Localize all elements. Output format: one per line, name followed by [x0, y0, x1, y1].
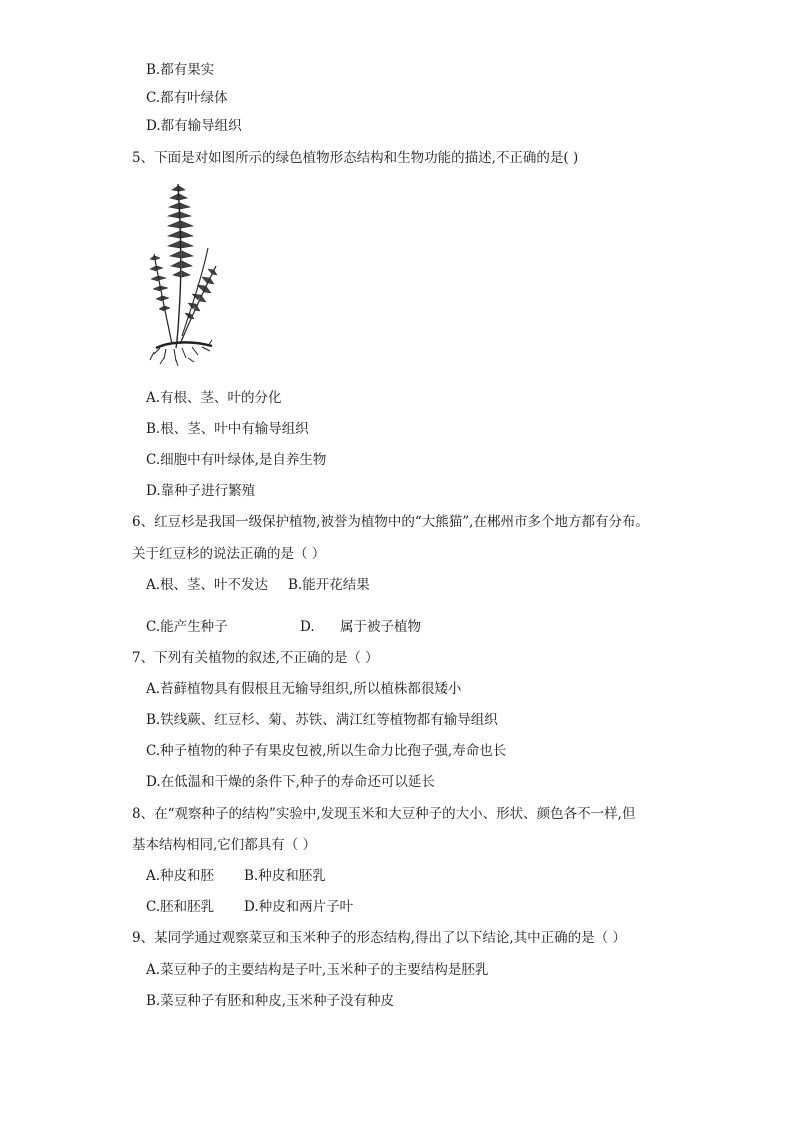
q4-option-c: C.都有叶绿体: [146, 90, 228, 106]
q4-option-d: D.都有输导组织: [146, 118, 242, 134]
q6-option-d-text: 属于被子植物: [340, 619, 421, 635]
q8-stem-line1: 8、在“观察种子的结构”实验中,发现玉米和大豆种子的大小、形状、颜色各不一样,但: [132, 806, 636, 822]
q9-stem: 9、某同学通过观察菜豆和玉米种子的形态结构,得出了以下结论,其中正确的是（ ）: [132, 930, 626, 946]
fern-plant-illustration: [146, 176, 218, 376]
q7-option-a: A.苔藓植物具有假根且无输导组织,所以植株都很矮小: [146, 681, 462, 697]
q8-option-a: A.种皮和胚: [146, 868, 215, 884]
q4-option-b: B.都有果实: [146, 62, 215, 78]
q7-stem: 7、下列有关植物的叙述,不正确的是（ ）: [132, 650, 379, 666]
q5-option-a: A.有根、茎、叶的分化: [146, 390, 282, 406]
q7-option-c: C.种子植物的种子有果皮包被,所以生命力比孢子强,寿命也长: [146, 743, 507, 759]
q6-option-b: B.能开花结果: [288, 577, 370, 593]
q5-option-b: B.根、茎、叶中有输导组织: [146, 421, 309, 437]
q6-stem-line2: 关于红豆杉的说法正确的是（ ）: [132, 546, 326, 562]
q5-stem: 5、下面是对如图所示的绿色植物形态结构和生物功能的描述,不正确的是( ): [132, 150, 579, 166]
q8-option-d: D.种皮和两片子叶: [244, 899, 354, 915]
q6-stem-line1: 6、红豆杉是我国一级保护植物,被誉为植物中的“大熊猫”,在郴州市多个地方都有分布。: [132, 514, 649, 530]
q5-option-c: C.细胞中有叶绿体,是自养生物: [146, 452, 327, 468]
q6-option-c: C.能产生种子: [146, 619, 228, 635]
q6-option-d-letter: D.: [300, 619, 315, 635]
q9-option-b: B.菜豆种子有胚和种皮,玉米种子没有种皮: [146, 993, 395, 1009]
q8-option-b: B.种皮和胚乳: [244, 868, 326, 884]
q9-option-a: A.菜豆种子的主要结构是子叶,玉米种子的主要结构是胚乳: [146, 962, 489, 978]
q7-option-d: D.在低温和干燥的条件下,种子的寿命还可以延长: [146, 774, 435, 790]
q7-option-b: B.铁线蕨、红豆杉、菊、苏铁、满江红等植物都有输导组织: [146, 712, 498, 728]
q6-option-a: A.根、茎、叶不发达: [146, 577, 269, 593]
q8-stem-line2: 基本结构相同,它们都具有（ ）: [132, 837, 317, 853]
q8-option-c: C.胚和胚乳: [146, 899, 215, 915]
q5-option-d: D.靠种子进行繁殖: [146, 483, 256, 499]
